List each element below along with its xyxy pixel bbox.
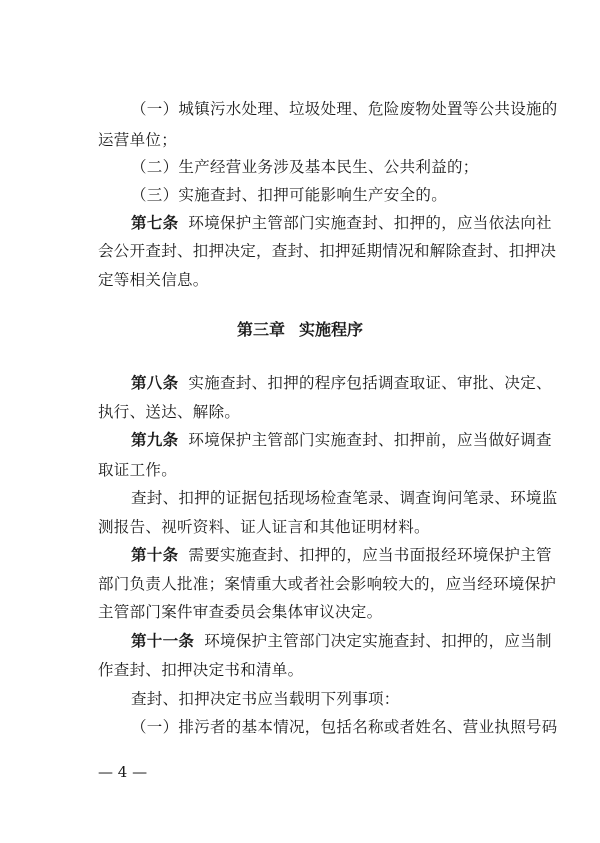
text-line: 查封、扣押决定书应当载明下列事项： — [131, 690, 400, 708]
text-line: 测报告、视听资料、证人证言和其他证明材料。 — [98, 518, 430, 536]
text-line: 运营单位； — [98, 131, 178, 149]
text-line: 主管部门案件审查委员会集体审议决定。 — [98, 603, 383, 621]
text-line: 部门负责人批准；案情重大或者社会影响较大的，应当经环境保护 — [98, 575, 557, 593]
text-line: 执行、送达、解除。 — [98, 403, 241, 421]
text-line: （一）城镇污水处理、垃圾处理、危险废物处置等公共设施的 — [131, 100, 558, 118]
article-heading: 第七条 — [131, 213, 179, 232]
article-text: 环境保护主管部门决定实施查封、扣押的，应当制 — [204, 632, 552, 650]
text-line: 定等相关信息。 — [98, 271, 209, 289]
article-text: 需要实施查封、扣押的，应当书面报经环境保护主管 — [188, 546, 552, 564]
chapter-heading — [0, 320, 600, 340]
article-heading: 第十一条 — [131, 631, 195, 650]
text-line: 会公开查封、扣押决定，查封、扣押延期情况和解除查封、扣押决 — [98, 242, 557, 260]
chapter-number: 第三章 — [236, 320, 285, 339]
text-line: 作查封、扣押决定书和清单。 — [98, 661, 304, 679]
article-line — [131, 631, 591, 651]
article-line — [131, 545, 591, 565]
chapter-title: 实施程序 — [299, 320, 364, 339]
article-text: 实施查封、扣押的程序包括调查取证、审批、决定、 — [188, 374, 552, 392]
text-line: 查封、扣押的证据包括现场检查笔录、调查询问笔录、环境监 — [131, 489, 558, 507]
article-text: 环境保护主管部门实施查封、扣押的，应当依法向社 — [188, 214, 552, 232]
text-line: 取证工作。 — [98, 461, 178, 479]
article-heading: 第八条 — [131, 373, 179, 392]
text-line: （三）实施查封、扣押可能影响生产安全的。 — [131, 186, 448, 204]
page-number: — 4 — — [98, 763, 148, 781]
article-heading: 第九条 — [131, 430, 179, 449]
article-line — [131, 213, 591, 233]
text-line: （二）生产经营业务涉及基本民生、公共利益的； — [131, 158, 479, 176]
text-line: （一）排污者的基本情况，包括名称或者姓名、营业执照号码 — [131, 718, 558, 736]
article-heading: 第十条 — [131, 545, 179, 564]
article-text: 环境保护主管部门实施查封、扣押前，应当做好调查 — [188, 431, 552, 449]
article-line — [131, 373, 591, 393]
article-line — [131, 430, 591, 450]
